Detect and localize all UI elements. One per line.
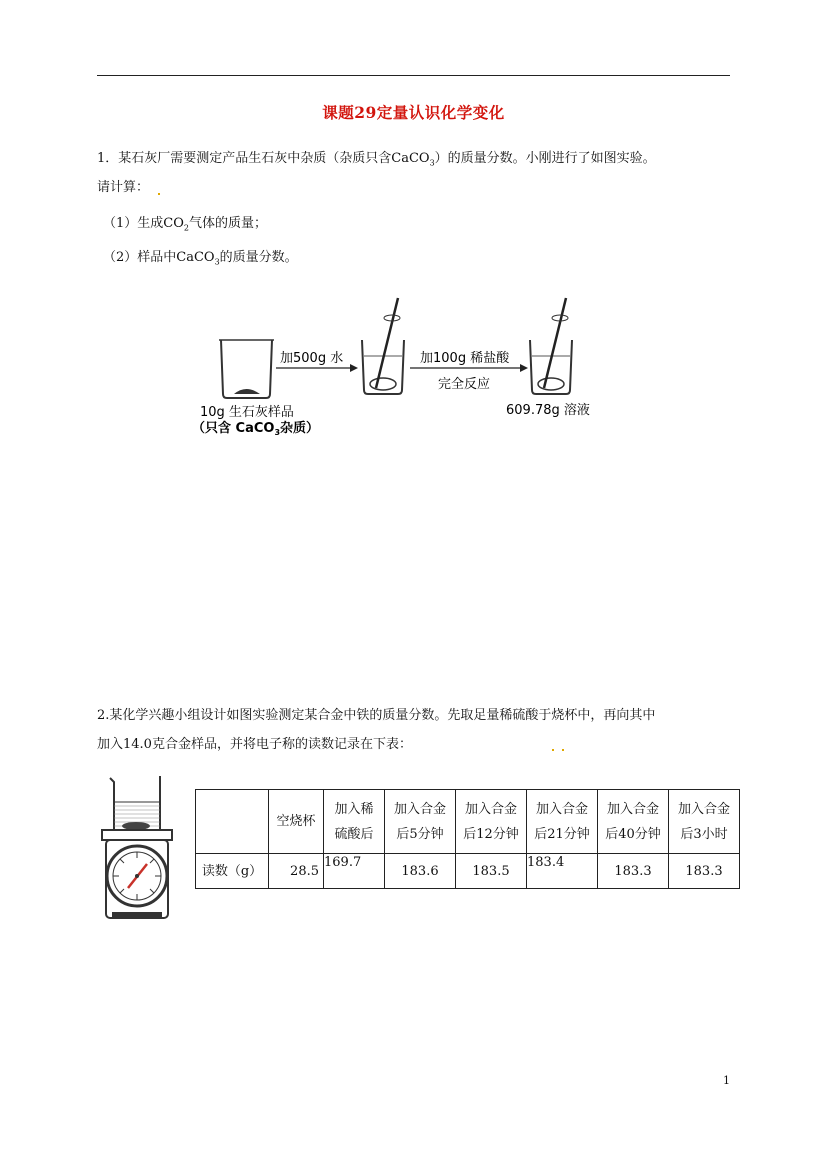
- sample-note: （只含 CaCO$_3$杂质）: [192, 421, 320, 437]
- stray-mark: [562, 749, 564, 751]
- scale-with-beaker-icon: [98, 772, 178, 920]
- value-cell: 183.3: [598, 854, 669, 889]
- value-cell: 183.5: [456, 854, 527, 889]
- step-2-label: 加100g 稀盐酸: [420, 351, 510, 366]
- stray-mark: [552, 749, 554, 751]
- q1-text-a: 1．某石灰厂需要测定产品生石灰中杂质（杂质只含CaCO: [97, 151, 430, 166]
- value-cell: 28.5: [269, 854, 324, 889]
- step-2-note: 完全反应: [438, 377, 491, 392]
- header-cell: 加入合金 后12分钟: [456, 790, 527, 854]
- q1-item-1: [103, 214, 267, 239]
- q1-stem: [97, 149, 656, 174]
- stray-mark: [158, 193, 160, 195]
- q2-stem-2: 加入14.0克合金样品，并将电子称的读数记录在下表：: [97, 737, 412, 752]
- q1-text-b: ）的质量分数。小刚进行了如图实验。: [434, 151, 656, 166]
- header-cell: 加入合金 后40分钟: [598, 790, 669, 854]
- row-label: 读数（g）: [196, 854, 269, 889]
- page-number: 1: [723, 1074, 730, 1087]
- beaker-with-solution-icon: [530, 298, 572, 394]
- beaker-with-water-icon: [362, 298, 404, 394]
- q1-item-2: [103, 248, 298, 273]
- table-header-row: [196, 790, 740, 854]
- header-cell: 加入合金 后21分钟: [527, 790, 598, 854]
- readings-table: [195, 789, 740, 889]
- table-row: [196, 854, 740, 889]
- q1-item-2-text-a: （2）样品中CaCO: [103, 250, 215, 265]
- header-rule: [97, 75, 730, 76]
- header-cell: 加入合金 后5分钟: [385, 790, 456, 854]
- value-cell: 169.7: [324, 854, 385, 889]
- q1-item-1-text-b: 气体的质量；: [188, 216, 267, 231]
- value-cell: 183.3: [669, 854, 740, 889]
- experiment-diagram: [190, 290, 600, 440]
- subscript: 2: [183, 223, 189, 233]
- beaker-with-sample-icon: [219, 340, 274, 398]
- value-cell: 183.6: [385, 854, 456, 889]
- subscript: 3: [214, 257, 220, 267]
- value-cell: 183.4: [527, 854, 598, 889]
- header-cell: 加入稀 硫酸后: [324, 790, 385, 854]
- q1-item-2-text-b: 的质量分数。: [219, 250, 298, 265]
- subscript: 3: [429, 158, 435, 168]
- header-cell: 空烧杯: [269, 790, 324, 854]
- page-title: 课题29定量认识化学变化: [322, 103, 505, 122]
- result-label: 609.78g 溶液: [506, 403, 590, 418]
- sample-label: 10g 生石灰样品: [200, 405, 294, 420]
- q2-stem: 2.某化学兴趣小组设计如图实验测定某合金中铁的质量分数。先取足量稀硫酸于烧杯中，再向其中: [97, 708, 656, 723]
- header-cell: [196, 790, 269, 854]
- q1-instruction: 请计算：: [97, 180, 150, 195]
- q1-item-1-text-a: （1）生成CO: [103, 216, 184, 231]
- header-cell: 加入合金 后3小时: [669, 790, 740, 854]
- step-1-label: 加500g 水: [280, 351, 344, 366]
